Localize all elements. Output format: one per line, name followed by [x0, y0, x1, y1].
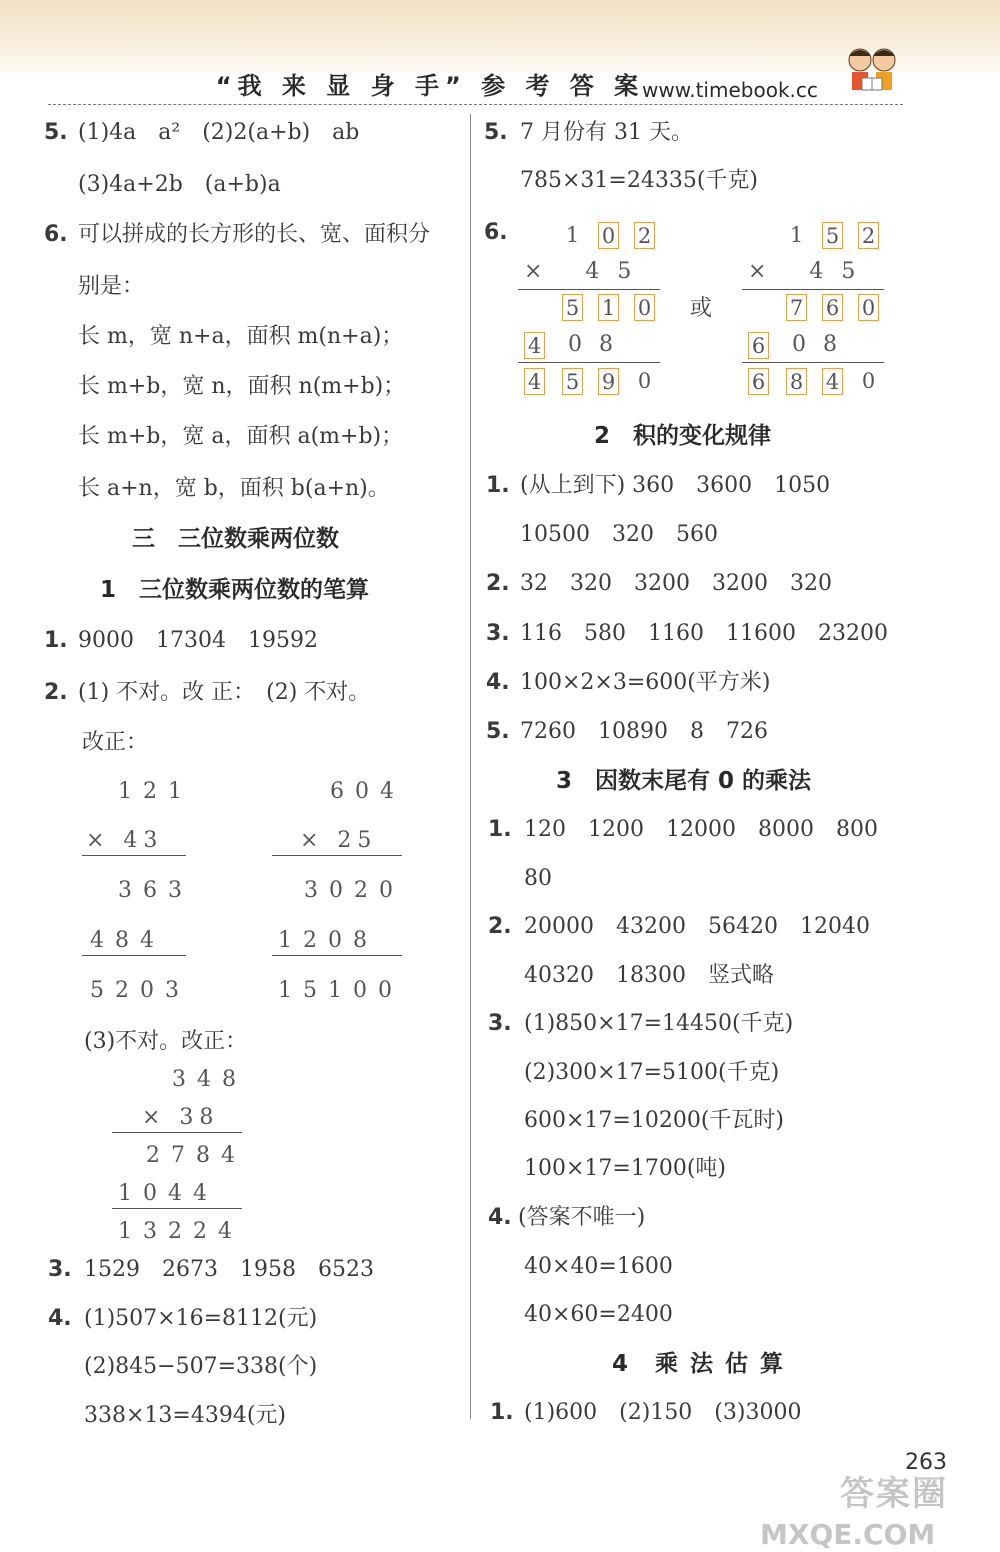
answer-line: 别是： — [78, 274, 145, 299]
answer-line: (3)4a+2b (a+b)a — [78, 172, 281, 197]
calc-rule — [742, 362, 884, 363]
question-number: 2. — [488, 914, 512, 939]
calc-rule — [272, 955, 402, 956]
header-divider — [48, 104, 903, 105]
answer-line: 40320 18300 竖式略 — [524, 963, 774, 988]
answer-line: 长 m+b，宽 a，面积 a(m+b)； — [78, 424, 404, 449]
answer-line: 120 1200 12000 8000 800 — [524, 817, 878, 842]
calc-answer-box: 2 — [634, 222, 655, 249]
section-heading: 1 三位数乘两位数的笔算 — [100, 577, 370, 603]
calc-answer-box: 5 — [562, 294, 583, 321]
answer-line: (1) 不对。改 正： (2) 不对。 — [78, 680, 371, 705]
calc-digit: 0 — [861, 369, 876, 393]
calc-partial: 3020 — [304, 878, 404, 903]
question-number: 2. — [44, 680, 68, 705]
calc-multiplier: × 25 — [300, 828, 378, 853]
calc-answer-box: 7 — [786, 294, 807, 321]
question-number: 1. — [490, 1400, 514, 1425]
calc-answer-box: 5 — [822, 222, 843, 249]
question-number: 3. — [48, 1257, 72, 1282]
question-number: 1. — [486, 473, 510, 498]
question-number: 1. — [488, 817, 512, 842]
calc-factor: 121 — [118, 779, 193, 804]
answer-line: 改正： — [82, 730, 149, 755]
answer-line: (2)845−507=338(个) — [84, 1354, 318, 1379]
answer-line: 80 — [524, 866, 552, 891]
calc-result: 5203 — [90, 978, 190, 1003]
question-number: 1. — [44, 628, 68, 653]
calc-answer-box: 5 — [562, 368, 583, 395]
calc-digit: 1 — [565, 223, 580, 247]
calc-rule — [518, 289, 660, 290]
question-number: 4. — [488, 1205, 512, 1230]
calc-answer-box: 9 — [598, 368, 619, 395]
or-text: 或 — [690, 296, 713, 321]
answer-line: 可以拼成的长方形的长、宽、面积分 — [78, 222, 431, 247]
calc-answer-box: 6 — [748, 368, 769, 395]
calc-rule — [82, 855, 186, 856]
answer-line: 长 a+n，宽 b，面积 b(a+n)。 — [78, 476, 390, 501]
calc-partial: 1208 — [278, 928, 378, 953]
answer-line: (从上到下) 360 3600 1050 — [520, 473, 831, 498]
calc-rule — [518, 362, 660, 363]
answer-line: (2)300×17=5100(千克) — [524, 1060, 780, 1085]
calc-answer-box: 2 — [858, 222, 879, 249]
calc-rule — [112, 1132, 242, 1133]
answer-line: (1)4a a² (2)2(a+b) ab — [78, 120, 360, 145]
watermark-url: MXQE.COM — [760, 1518, 936, 1551]
calc-answer-box: 8 — [786, 368, 807, 395]
answer-line: 100×2×3=600(平方米) — [520, 670, 771, 695]
calc-answer-box: 0 — [858, 294, 879, 321]
answer-line: 40×40=1600 — [524, 1254, 673, 1279]
unit-heading: 三 三位数乘两位数 — [132, 526, 339, 552]
question-number: 3. — [488, 1011, 512, 1036]
calc-partial: 08 — [792, 332, 854, 357]
answer-line: 长 m+b，宽 n，面积 n(m+b)； — [78, 374, 406, 399]
calc-answer-box: 1 — [598, 294, 619, 321]
answer-line: 40×60=2400 — [524, 1302, 673, 1327]
section-heading: 2 积的变化规律 — [594, 423, 772, 449]
answer-line: 785×31=24335(千克) — [520, 168, 759, 193]
answer-line: (1)600 (2)150 (3)3000 — [524, 1400, 802, 1425]
calc-partial: 363 — [118, 878, 193, 903]
answer-line: 1529 2673 1958 6523 — [84, 1257, 374, 1282]
calc-result: 13224 — [118, 1219, 243, 1244]
calc-factor: 348 — [172, 1067, 247, 1092]
calc-answer-box: 0 — [634, 294, 655, 321]
calc-answer-box: 4 — [822, 368, 843, 395]
answer-line: 7260 10890 8 726 — [520, 719, 768, 744]
answer-line: (答案不唯一) — [518, 1205, 646, 1230]
answer-line: 600×17=10200(千瓦时) — [524, 1108, 785, 1133]
question-number: 2. — [486, 571, 510, 596]
answer-line: 100×17=1700(吨) — [524, 1156, 727, 1181]
column-divider — [470, 114, 471, 1419]
calc-partial: 08 — [568, 332, 630, 357]
calc-digit: 0 — [637, 369, 652, 393]
question-number: 6. — [44, 222, 68, 247]
watermark-logo: 答案圈 — [840, 1474, 948, 1514]
question-number: 5. — [484, 120, 508, 145]
calc-rule — [112, 1208, 242, 1209]
calc-partial: 2784 — [146, 1143, 246, 1168]
header-url: www.timebook.cc — [642, 78, 818, 102]
answer-line: (1)507×16=8112(元) — [84, 1306, 318, 1331]
calc-multiplier: × 38 — [142, 1105, 220, 1130]
question-number: 3. — [486, 621, 510, 646]
calc-rule — [82, 955, 186, 956]
calc-answer-box: 6 — [822, 294, 843, 321]
answer-line: 116 580 1160 11600 23200 — [520, 621, 888, 646]
question-number: 4. — [486, 670, 510, 695]
answer-line: 长 m，宽 n+a，面积 m(n+a)； — [78, 324, 404, 349]
calc-multiplier: × 45 — [524, 259, 650, 284]
calc-factor: 604 — [330, 779, 405, 804]
calc-multiplier: × 45 — [748, 259, 874, 284]
section-heading: 4 乘 法 估 算 — [612, 1351, 786, 1377]
calc-multiplier: × 43 — [86, 828, 164, 853]
calc-answer-box: 6 — [748, 332, 769, 359]
answer-line: 32 320 3200 3200 320 — [520, 571, 832, 596]
page-number: 263 — [905, 1450, 947, 1475]
answer-line: 338×13=4394(元) — [84, 1403, 287, 1428]
answer-line: 7 月份有 31 天。 — [520, 120, 693, 145]
calc-partial: 484 — [90, 928, 165, 953]
calc-rule — [742, 289, 884, 290]
answer-line: 9000 17304 19592 — [78, 628, 318, 653]
reading-kids-icon — [840, 42, 904, 102]
answer-line: (1)850×17=14450(千克) — [524, 1011, 794, 1036]
section-heading: 3 因数末尾有 0 的乘法 — [556, 768, 812, 794]
question-number: 4. — [48, 1306, 72, 1331]
page-title: “我 来 显 身 手” 参 考 答 案 — [215, 72, 645, 100]
answer-line: 5. — [44, 120, 68, 145]
calc-digit: 1 — [789, 223, 804, 247]
calc-answer-box: 4 — [524, 368, 545, 395]
question-number: 6. — [484, 220, 508, 245]
answer-line: 10500 320 560 — [520, 522, 718, 547]
answer-line: (3)不对。改正： — [84, 1029, 248, 1054]
question-number: 5. — [486, 719, 510, 744]
calc-result: 15100 — [278, 978, 403, 1003]
calc-answer-box: 0 — [598, 222, 619, 249]
calc-partial: 1044 — [118, 1181, 218, 1206]
answer-line: 20000 43200 56420 12040 — [524, 914, 870, 939]
calc-rule — [272, 855, 402, 856]
calc-answer-box: 4 — [524, 332, 545, 359]
